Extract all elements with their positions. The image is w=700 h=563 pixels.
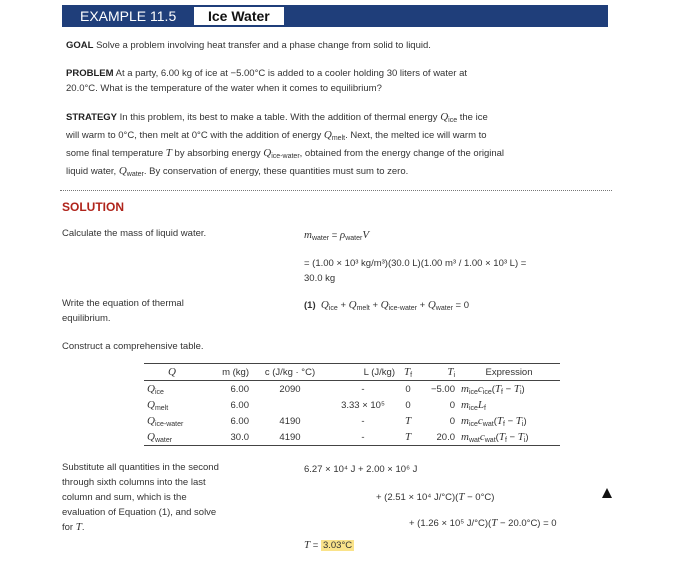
mass-calc-1: = (1.00 × 10³ kg/m³)(30.0 L)(1.00 m³ / 1.00 × 10³ L) = [304, 258, 527, 269]
table-row: $Q_{ice-water}$ 6.00 4190 - T 0 $m_{ice}c_{wat}(T_f - T_i)$ [144, 413, 560, 429]
cell-expression: $m_{ice}L_f$ [461, 398, 486, 412]
step-equilibrium-2: equilibrium. [62, 313, 111, 324]
equation-number: (1) [304, 300, 316, 311]
cell-expression: $m_{ice}c_{ice}(T_f - T_i)$ [461, 382, 525, 396]
goal-text: Solve a problem involving heat transfer and a phase change from solid to liquid. [93, 40, 431, 51]
cell-ti: 0 [449, 415, 455, 427]
cell-tf: 0 [405, 383, 411, 395]
cell-latent-heat: - [361, 383, 365, 395]
strategy-text: some final temperature [66, 148, 166, 159]
strategy-text: the ice [457, 112, 488, 123]
table-row: $Q_{melt}$ 6.00 3.33 × 10⁵ 0 0 $m_{ice}L_f$ [144, 397, 560, 413]
cell-specific-heat: 4190 [252, 429, 328, 446]
cell-latent-heat: - [361, 415, 365, 427]
strategy-label: STRATEGY [66, 112, 118, 123]
problem-line2: 20.0°C. What is the temperature of the water when it comes to equilibrium? [66, 83, 382, 94]
example-title: Ice Water [194, 7, 284, 25]
cell-specific-heat [252, 397, 328, 413]
strategy-text: . Next, the melted ice will warm to [345, 130, 487, 141]
sum-line-3: + (1.26 × 10⁵ J/°C)(T − 20.0°C) = 0 [409, 517, 557, 529]
sum-line-1: 6.27 × 10⁴ J + 2.00 × 10⁶ J [304, 464, 418, 475]
section-divider [60, 190, 612, 191]
problem-paragraph [66, 66, 596, 96]
step-table: Construct a comprehensive table. [62, 341, 204, 352]
strategy-text: In this problem, its best to make a table. With the addition of thermal energy [117, 112, 441, 123]
cell-ti: −5.00 [430, 383, 455, 395]
goal-label: GOAL [66, 40, 94, 51]
cell-tf: T [398, 429, 418, 446]
strategy-text: will warm to 0°C, then melt at 0°C with the addition of energy [66, 130, 324, 141]
example-number: EXAMPLE 11.5 [80, 8, 177, 24]
col-mass: m (kg) [200, 364, 252, 381]
cell-mass: 30.0 [200, 429, 252, 446]
cell-mass: 6.00 [230, 415, 249, 427]
strategy-text: . By conservation of energy, these quantities must sum to zero. [143, 166, 409, 177]
step-mass: Calculate the mass of liquid water. [62, 228, 207, 239]
sum-line-2: + (2.51 × 10⁴ J/°C)(T − 0°C) [376, 491, 495, 503]
cell-specific-heat: 2090 [279, 383, 301, 395]
goal-paragraph [66, 38, 596, 53]
mass-calc-2: 30.0 kg [304, 273, 336, 284]
equilibrium-equation: (1) $Q_{ice} + Q_{melt} + Q_{ice-water} + Q_{water} = 0$ [304, 299, 470, 312]
cell-specific-heat: 4190 [279, 415, 301, 427]
mouse-cursor-icon [602, 488, 612, 498]
cell-mass: 6.00 [230, 383, 249, 395]
table-row: $Q_{water}$ 30.0 4190 - T 20.0 $m_{wat}c_{wat}(T_f - T_i)$ [144, 429, 560, 446]
strategy-text: by absorbing energy [171, 148, 264, 159]
strategy-text: liquid water, [66, 166, 119, 177]
col-expression: Expression [458, 364, 560, 381]
problem-label: PROBLEM [66, 68, 114, 79]
strategy-paragraph: STRATEGY In this problem, its best to make a table. With the addition of thermal energy $Q_{ice}$ the ice will warm to 0°C, then melt at 0°C with the addition of energy $Q_{melt}$. Next, the melted ice will warm to some final temperature T by absorbing energy $Q_{ice-water}$, obtained from the energy change of the original liquid water, $Q_{water}$. By conservation of energy, these quantities must sum to zero. [66, 111, 505, 178]
answer-value: 3.03°C [322, 540, 353, 551]
step-substitute: Substitute all quantities in the second through sixth columns into the last column and sum, which is the evaluation of Equation (1), and solve for T. [62, 462, 219, 533]
mass-formula: $m_{water} = \rho_{water}V$ [304, 229, 370, 242]
solution-heading: SOLUTION [62, 200, 124, 214]
heat-table: Q m (kg) c (J/kg · °C) L (J/kg) $T_f$ $T_i$ Expression $Q_{ice}$ 6.00 2090 - 0 −5.00 $m_{ice}c_{ice}(T_f - T_i)$ $Q_{melt}$ 6.00 3.33 × 10⁵ 0 0 $m_{ice}L_f$ $Q_{ice-water}$ 6.00 4190 - T 0 $m_{ice}c_{wat}(T_f - T_i)$ $Q_{water}$ 30.0 4190 - T 20.0 $m_{wat}c_{wat}(T_f - T_i)$ [144, 363, 560, 446]
table-row: $Q_{ice}$ 6.00 2090 - 0 −5.00 $m_{ice}c_{ice}(T_f - T_i)$ [144, 381, 560, 398]
cell-ti: 20.0 [418, 429, 458, 446]
example-header [62, 5, 608, 27]
cell-expression: $m_{ice}c_{wat}(T_f - T_i)$ [461, 414, 527, 428]
cell-mass: 6.00 [230, 399, 249, 411]
col-latent-heat: L (J/kg) [328, 364, 398, 381]
col-specific-heat: c (J/kg · °C) [252, 364, 328, 381]
strategy-text: , obtained from the energy change of the original [299, 148, 505, 159]
answer: T = 3.03°C [304, 539, 353, 551]
cell-tf: 0 [405, 399, 411, 411]
cell-latent-heat: 3.33 × 10⁵ [341, 399, 385, 411]
cell-latent-heat: - [328, 429, 398, 446]
cell-expression: $m_{wat}c_{wat}(T_f - T_i)$ [458, 429, 560, 446]
problem-line1: At a party, 6.00 kg of ice at −5.00°C is added to a cooler holding 30 liters of water at [113, 68, 467, 79]
cell-tf: T [404, 415, 412, 427]
step-equilibrium-1: Write the equation of thermal [62, 298, 184, 309]
cell-ti: 0 [449, 399, 455, 411]
